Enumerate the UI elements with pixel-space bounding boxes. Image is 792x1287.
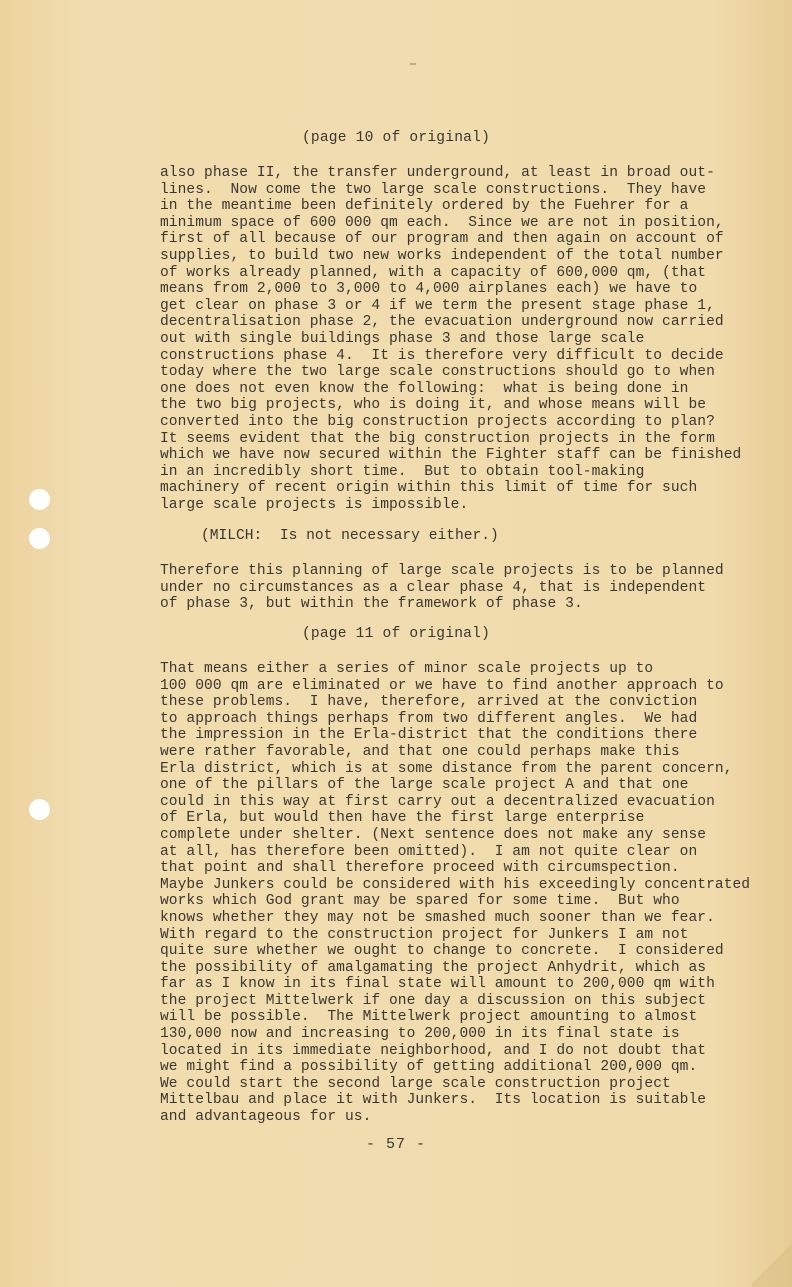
text-line: get clear on phase 3 or 4 if we term the present stage phase 1, (160, 297, 715, 314)
text-line: quite sure whether we ought to change to concrete. I considered (160, 943, 724, 960)
text-line: With regard to the construction project for Junkers I am not (160, 926, 689, 943)
punch-hole (29, 489, 50, 510)
punch-hole (29, 799, 50, 820)
text-line: that point and shall therefore proceed with circumspection. (160, 860, 680, 877)
text-line: Therefore this planning of large scale projects is to be planned (160, 563, 724, 579)
text-line: large scale projects is impossible. (160, 496, 469, 513)
text-line: could in this way at first carry out a decentralized evacuation (160, 793, 715, 810)
text-line: also phase II, the transfer underground, at least in broad out- (160, 165, 715, 181)
text-line: Erla district, which is at some distance from the parent concern, (160, 760, 733, 777)
original-page-marker: (page 10 of original) (301, 130, 491, 146)
text-line: constructions phase 4. It is therefore very difficult to decide (160, 347, 724, 364)
text-line: It seems evident that the big construction projects in the form (160, 430, 715, 447)
page-number: - 57 - (365, 1136, 426, 1153)
text-line: far as I know in its final state will amount to 200,000 qm with (160, 976, 715, 993)
paragraph (160, 661, 760, 1126)
paper-fold (752, 1240, 792, 1287)
text-line: and advantageous for us. (160, 1109, 372, 1126)
text-line: one of the pillars of the large scale project A and that one (160, 777, 689, 794)
text-line: works which God grant may be spared for some time. But who (160, 893, 680, 910)
text-line: the impression in the Erla-district that the conditions there (160, 727, 698, 744)
text-line: machinery of recent origin within this limit of time for such (160, 480, 698, 497)
paper-speck (410, 63, 416, 65)
text-line: the two big projects, who is doing it, and whose means will be (160, 397, 707, 414)
text-line: under no circumstances as a clear phase 4, that is independent (160, 579, 707, 596)
text-line: located in its immediate neighborhood, and I do not doubt that (160, 1042, 707, 1059)
text-line: today where the two large scale constructions should go to when (160, 364, 715, 381)
text-line: decentralisation phase 2, the evacuation underground now carried (160, 314, 724, 331)
text-line: first of all because of our program and then again on account of (160, 231, 724, 248)
text-line: converted into the big construction projects according to plan? (160, 413, 715, 430)
interjection: (MILCH: Is not necessary either.) (201, 528, 499, 544)
text-line: the possibility of amalgamating the project Anhydrit, which as (160, 959, 707, 976)
text-line: We could start the second large scale construction project (160, 1075, 671, 1092)
text-line: knows whether they may not be smashed much sooner than we fear. (160, 909, 715, 926)
text-line: at all, has therefore been omitted). I am not quite clear on (160, 843, 698, 860)
text-line: of works already planned, with a capacity of 600,000 qm, (that (160, 264, 707, 281)
text-line: means from 2,000 to 3,000 to 4,000 airplanes each) we have to (160, 281, 698, 298)
text-line: lines. Now come the two large scale constructions. They have (160, 181, 707, 198)
text-line: complete under shelter. (Next sentence does not make any sense (160, 826, 707, 843)
text-line: to approach things perhaps from two different angles. We had (160, 710, 698, 727)
text-line: out with single buildings phase 3 and those large scale (160, 330, 645, 347)
text-line: Mittelbau and place it with Junkers. Its location is suitable (160, 1092, 707, 1109)
text-line: of Erla, but would then have the first large enterprise (160, 810, 645, 827)
text-line: supplies, to build two new works independent of the total number (160, 247, 724, 264)
text-line: That means either a series of minor scale projects up to (160, 661, 654, 677)
text-line: we might find a possibility of getting additional 200,000 qm. (160, 1059, 698, 1076)
text-line: in an incredibly short time. But to obtain tool-making (160, 463, 645, 480)
text-line: 130,000 now and increasing to 200,000 in its final state is (160, 1026, 680, 1043)
original-page-marker: (page 11 of original) (301, 626, 491, 642)
text-line: will be possible. The Mittelwerk project amounting to almost (160, 1009, 698, 1026)
paragraph (160, 165, 760, 513)
text-line: of phase 3, but within the framework of phase 3. (160, 596, 583, 613)
text-line: which we have now secured within the Fighter staff can be finished (160, 447, 742, 464)
punch-hole (29, 528, 50, 549)
text-line: the project Mittelwerk if one day a discussion on this subject (160, 992, 707, 1009)
text-line: minimum space of 600 000 qm each. Since we are not in position, (160, 214, 724, 231)
text-line: 100 000 qm are eliminated or we have to find another approach to (160, 677, 724, 694)
text-line: these problems. I have, therefore, arrived at the conviction (160, 694, 698, 711)
text-line: in the meantime been definitely ordered by the Fuehrer for a (160, 198, 689, 215)
paragraph (160, 563, 760, 613)
text-line: one does not even know the following: what is being done in (160, 380, 689, 397)
text-line: Maybe Junkers could be considered with his exceedingly concentrated (160, 876, 751, 893)
text-line: were rather favorable, and that one could perhaps make this (160, 743, 680, 760)
